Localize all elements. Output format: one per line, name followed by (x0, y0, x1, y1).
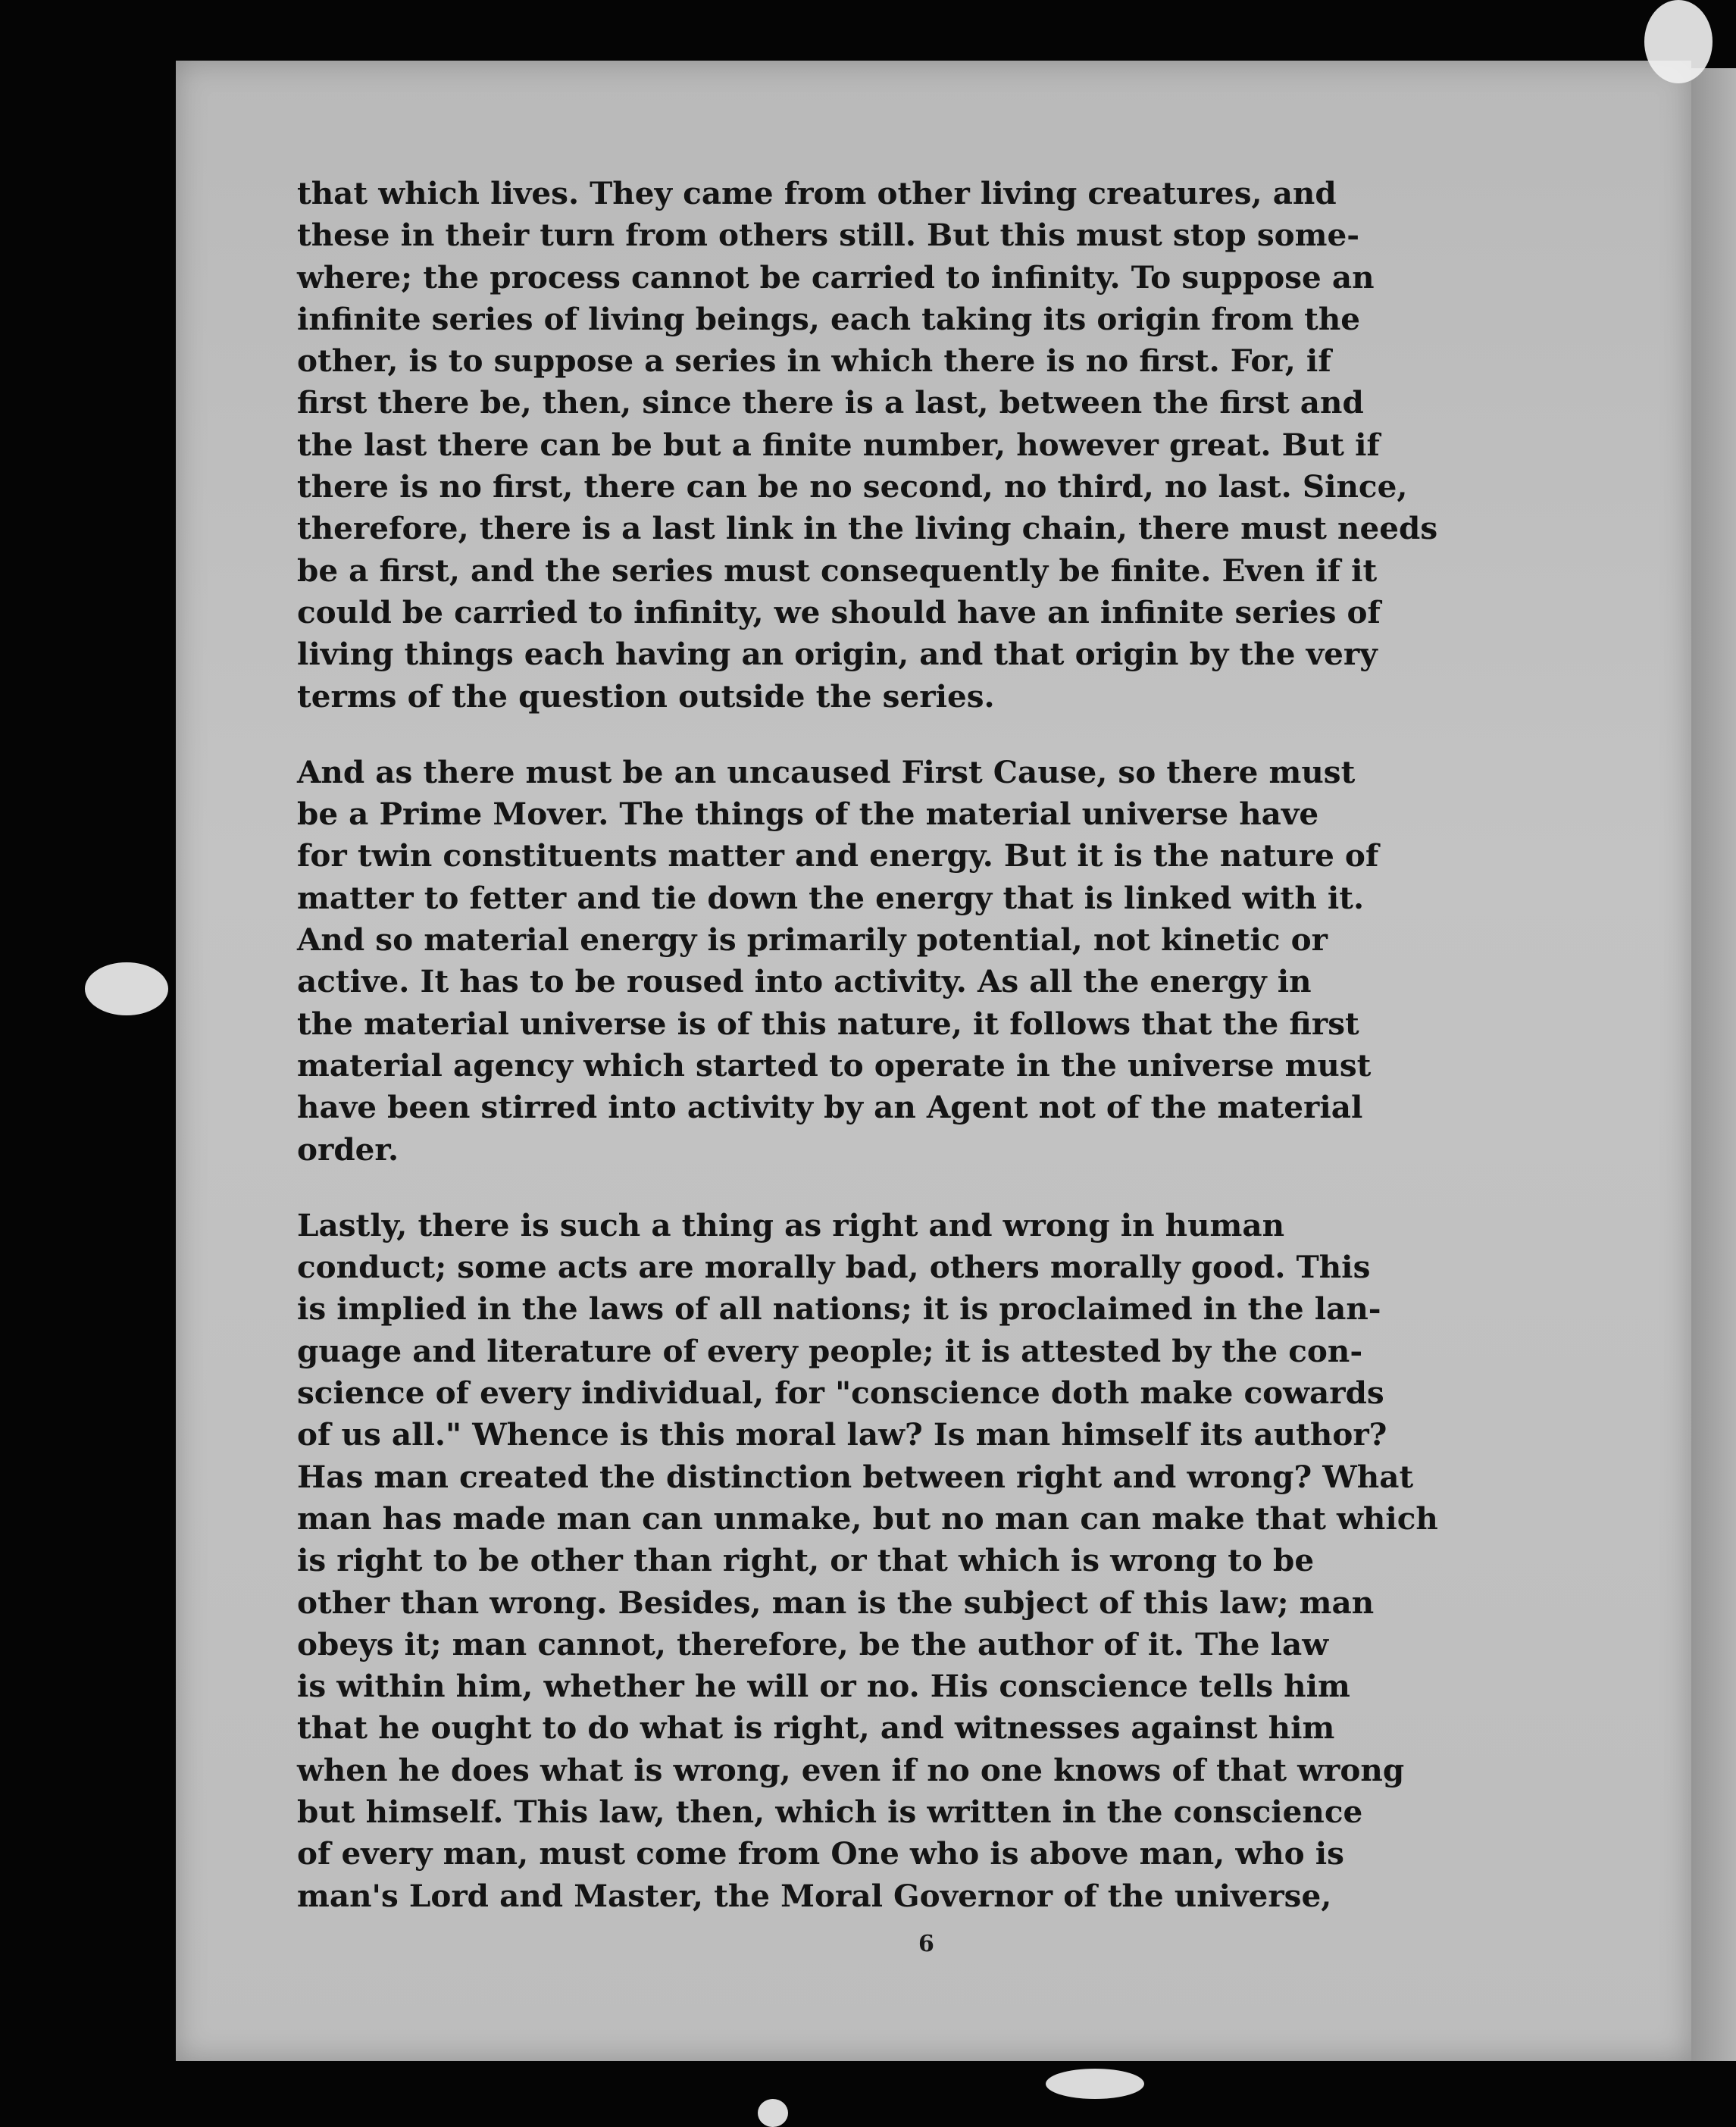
scan-blot (758, 2099, 788, 2127)
scan-blot (1046, 2069, 1144, 2099)
paragraph-1: that which lives. They came from other living creatures, and these in their turn from others still. But this must stop some- where; the process cannot be carried to infinity. To suppose an infinite series of living beings, each taking its origin from the other, is to suppose a series in which there is no first. For, if first there be, then, since there is a last, between the first and the last there can be but a finite number, however great. But if there is no first, there can be no second, no third, no last. Since, therefore, there is a last link in the living chain, there must needs be a first, and the series must consequently be finite. Even if it could be carried to infinity, we should have an infinite series of living things each having an origin, and that origin by the very terms of the question outside the series. (297, 175, 1438, 715)
paragraph-2: And as there must be an uncaused First Cause, so there must be a Prime Mover. The things of the material universe have for twin constituents matter and energy. But it is the nature of matter to fetter and tie down the energy that is linked with it. And so material energy is primarily potential, not kinetic or active. It has to be roused into activity. As all the energy in the material universe is of this nature, it follows that the first material agency which started to operate in the universe must have been stirred into activity by an Agent not of the material order. (297, 753, 1379, 1168)
scan-blot (1644, 0, 1713, 83)
paragraph-3: Lastly, there is such a thing as right and wrong in human conduct; some acts are morally bad, others morally good. This is implied in the laws of all nations; it is proclaimed in the lan- guage and literature of every people; it is attested by the con- science of every individual, for "conscience doth make cowards of us all." Whence is this moral law? Is man himself its author? Has man created the distinction between right and wrong? What man has made man can unmake, but no man can make that which is right to be other than right, or that which is wrong to be other than wrong. Besides, man is the subject of this law; man obeys it; man cannot, therefore, be the author of it. The law is within him, whether he will or no. His conscience tells him that he ought to do what is right, and witnesses against him when he does what is wrong, even if no one knows of that wrong but himself. This law, then, which is written in the conscience of every man, must come from One who is above man, who is man's Lord and Master, the Moral Governor of the universe, (297, 1206, 1438, 1914)
scan-blot (85, 962, 168, 1015)
page-number: 6 (918, 1931, 934, 1957)
body-text (297, 173, 1532, 1917)
